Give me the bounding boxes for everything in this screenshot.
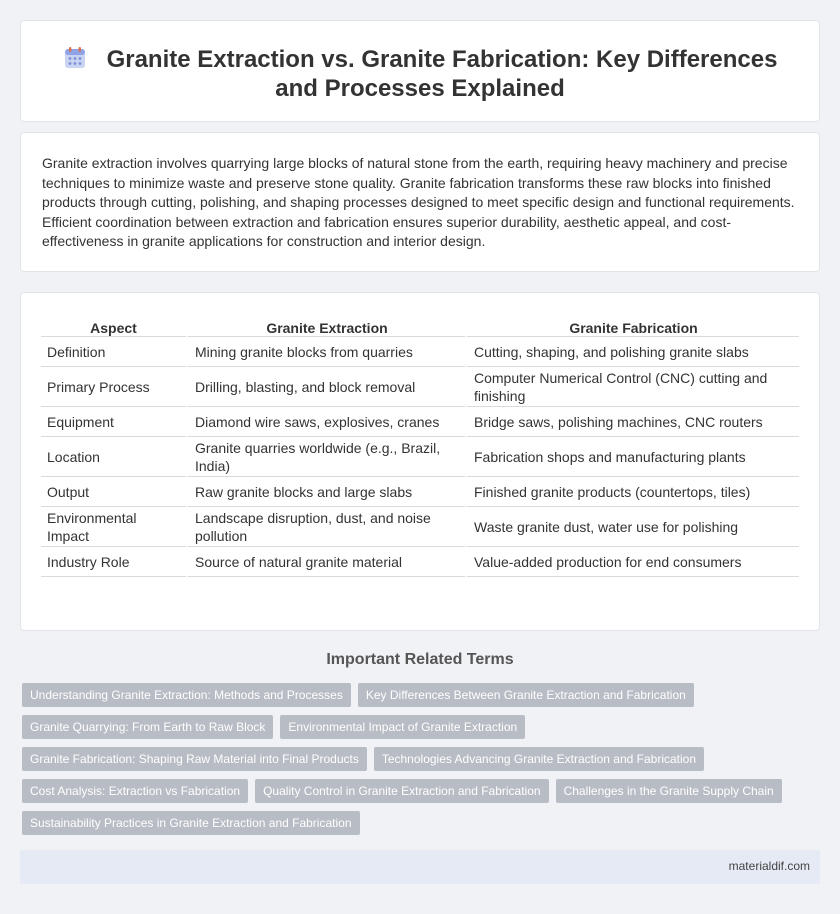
related-terms-list xyxy=(22,683,812,843)
table-cell: Equipment xyxy=(41,407,186,437)
related-term-link[interactable]: Technologies Advancing Granite Extraction and Fabrication xyxy=(374,747,704,771)
column-header-aspect: Aspect xyxy=(41,315,186,337)
table-cell: Location xyxy=(41,437,186,477)
related-term-link[interactable]: Cost Analysis: Extraction vs Fabrication xyxy=(22,779,248,803)
table-row xyxy=(41,337,799,367)
table-cell: Value-added production for end consumers xyxy=(465,547,799,577)
table-cell: Finished granite products (countertops, tiles) xyxy=(465,477,799,507)
table-row xyxy=(41,507,799,547)
related-term-link[interactable]: Key Differences Between Granite Extraction and Fabrication xyxy=(358,683,694,707)
table-row xyxy=(41,547,799,577)
table-cell: Fabrication shops and manufacturing plants xyxy=(465,437,799,477)
table-cell: Raw granite blocks and large slabs xyxy=(186,477,465,507)
related-term-link[interactable]: Granite Fabrication: Shaping Raw Material into Final Products xyxy=(22,747,367,771)
table-cell: Definition xyxy=(41,337,186,367)
table-cell: Waste granite dust, water use for polishing xyxy=(465,507,799,547)
header-card xyxy=(20,20,820,122)
table-cell: Computer Numerical Control (CNC) cutting and finishing xyxy=(465,367,799,407)
table-cell: Diamond wire saws, explosives, cranes xyxy=(186,407,465,437)
comparison-card xyxy=(20,292,820,631)
page-title-text: Granite Extraction vs. Granite Fabrication: Key Differences and Processes Explained xyxy=(106,46,778,102)
calendar-grid-icon xyxy=(63,46,87,70)
table-cell: Granite quarries worldwide (e.g., Brazil, India) xyxy=(186,437,465,477)
table-cell: Bridge saws, polishing machines, CNC routers xyxy=(465,407,799,437)
comparison-table xyxy=(41,315,799,577)
related-term-link[interactable]: Granite Quarrying: From Earth to Raw Block xyxy=(22,715,273,739)
table-cell: Drilling, blasting, and block removal xyxy=(186,367,465,407)
footer-bar xyxy=(20,850,820,884)
related-term-link[interactable]: Quality Control in Granite Extraction and Fabrication xyxy=(255,779,548,803)
tag-row xyxy=(22,747,812,771)
table-cell: Environmental Impact xyxy=(41,507,186,547)
page-title xyxy=(21,45,819,103)
related-term-link[interactable]: Environmental Impact of Granite Extraction xyxy=(280,715,525,739)
related-term-link[interactable]: Understanding Granite Extraction: Methods and Processes xyxy=(22,683,351,707)
table-row xyxy=(41,477,799,507)
table-cell: Landscape disruption, dust, and noise pollution xyxy=(186,507,465,547)
table-cell: Primary Process xyxy=(41,367,186,407)
table-row xyxy=(41,407,799,437)
table-cell: Output xyxy=(41,477,186,507)
table-cell: Source of natural granite material xyxy=(186,547,465,577)
table-cell: Mining granite blocks from quarries xyxy=(186,337,465,367)
tag-row xyxy=(22,811,812,835)
table-cell: Cutting, shaping, and polishing granite slabs xyxy=(465,337,799,367)
table-header-row xyxy=(41,315,799,337)
column-header-fabrication: Granite Fabrication xyxy=(465,315,799,337)
table-row xyxy=(41,367,799,407)
related-term-link[interactable]: Challenges in the Granite Supply Chain xyxy=(556,779,782,803)
tag-row xyxy=(22,779,812,803)
tag-row xyxy=(22,715,812,739)
table-cell: Industry Role xyxy=(41,547,186,577)
footer-site-name: materialdif.com xyxy=(728,859,810,873)
related-term-link[interactable]: Sustainability Practices in Granite Extraction and Fabrication xyxy=(22,811,360,835)
table-row xyxy=(41,437,799,477)
related-terms-title: Important Related Terms xyxy=(326,651,514,668)
intro-paragraph: Granite extraction involves quarrying large blocks of natural stone from the earth, requiring heavy machinery and precise techniques to minimize waste and preserve stone quality. Granite fabrication transforms these raw blocks into finished products through cutting, polishing, and shaping processes designed to meet specific design and functional requirements. Efficient coordination between extraction and fabrication ensures superior durability, aesthetic appeal, and cost-effectiveness in granite applications for construction and interior design. xyxy=(42,155,795,250)
tag-row xyxy=(22,683,812,707)
column-header-extraction: Granite Extraction xyxy=(186,315,465,337)
intro-card xyxy=(20,132,820,272)
